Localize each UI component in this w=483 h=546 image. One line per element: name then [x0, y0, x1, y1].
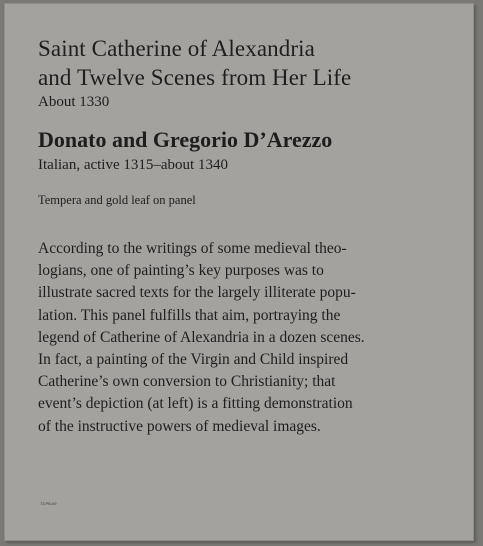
description-line: event’s depiction (at left) is a fitting demonstration	[38, 395, 353, 413]
description-line: According to the writings of some medieval theo-	[38, 240, 347, 257]
artwork-medium: Tempera and gold leaf on panel	[38, 193, 196, 207]
description-line: of the instructive powers of medieval images.	[38, 417, 321, 435]
artwork-title	[38, 34, 458, 92]
artist-name: Donato and Gregorio D’Arezzo	[38, 127, 333, 152]
artwork-date: About 1330	[38, 94, 110, 110]
description-line: lation. This panel fulfills that aim, portraying the	[38, 306, 341, 324]
description-line: illustrate sacred texts for the largely illiterate popu-	[38, 284, 356, 302]
artist-nationality: Italian, active 1315–about 1340	[38, 157, 228, 173]
accession-code: 73.PB.69	[40, 501, 57, 506]
museum-wall-label	[4, 3, 474, 541]
description-line: In fact, a painting of the Virgin and Child inspired	[38, 351, 349, 369]
description-line: Catherine’s own conversion to Christianity; that	[38, 373, 336, 391]
description-line: logians, one of painting’s key purposes was to	[38, 262, 324, 280]
description-line: legend of Catherine of Alexandria in a dozen scenes.	[38, 328, 365, 346]
title-line-2: and Twelve Scenes from Her Life	[38, 65, 352, 90]
title-line-1: Saint Catherine of Alexandria	[38, 36, 315, 61]
artwork-description	[38, 238, 468, 438]
